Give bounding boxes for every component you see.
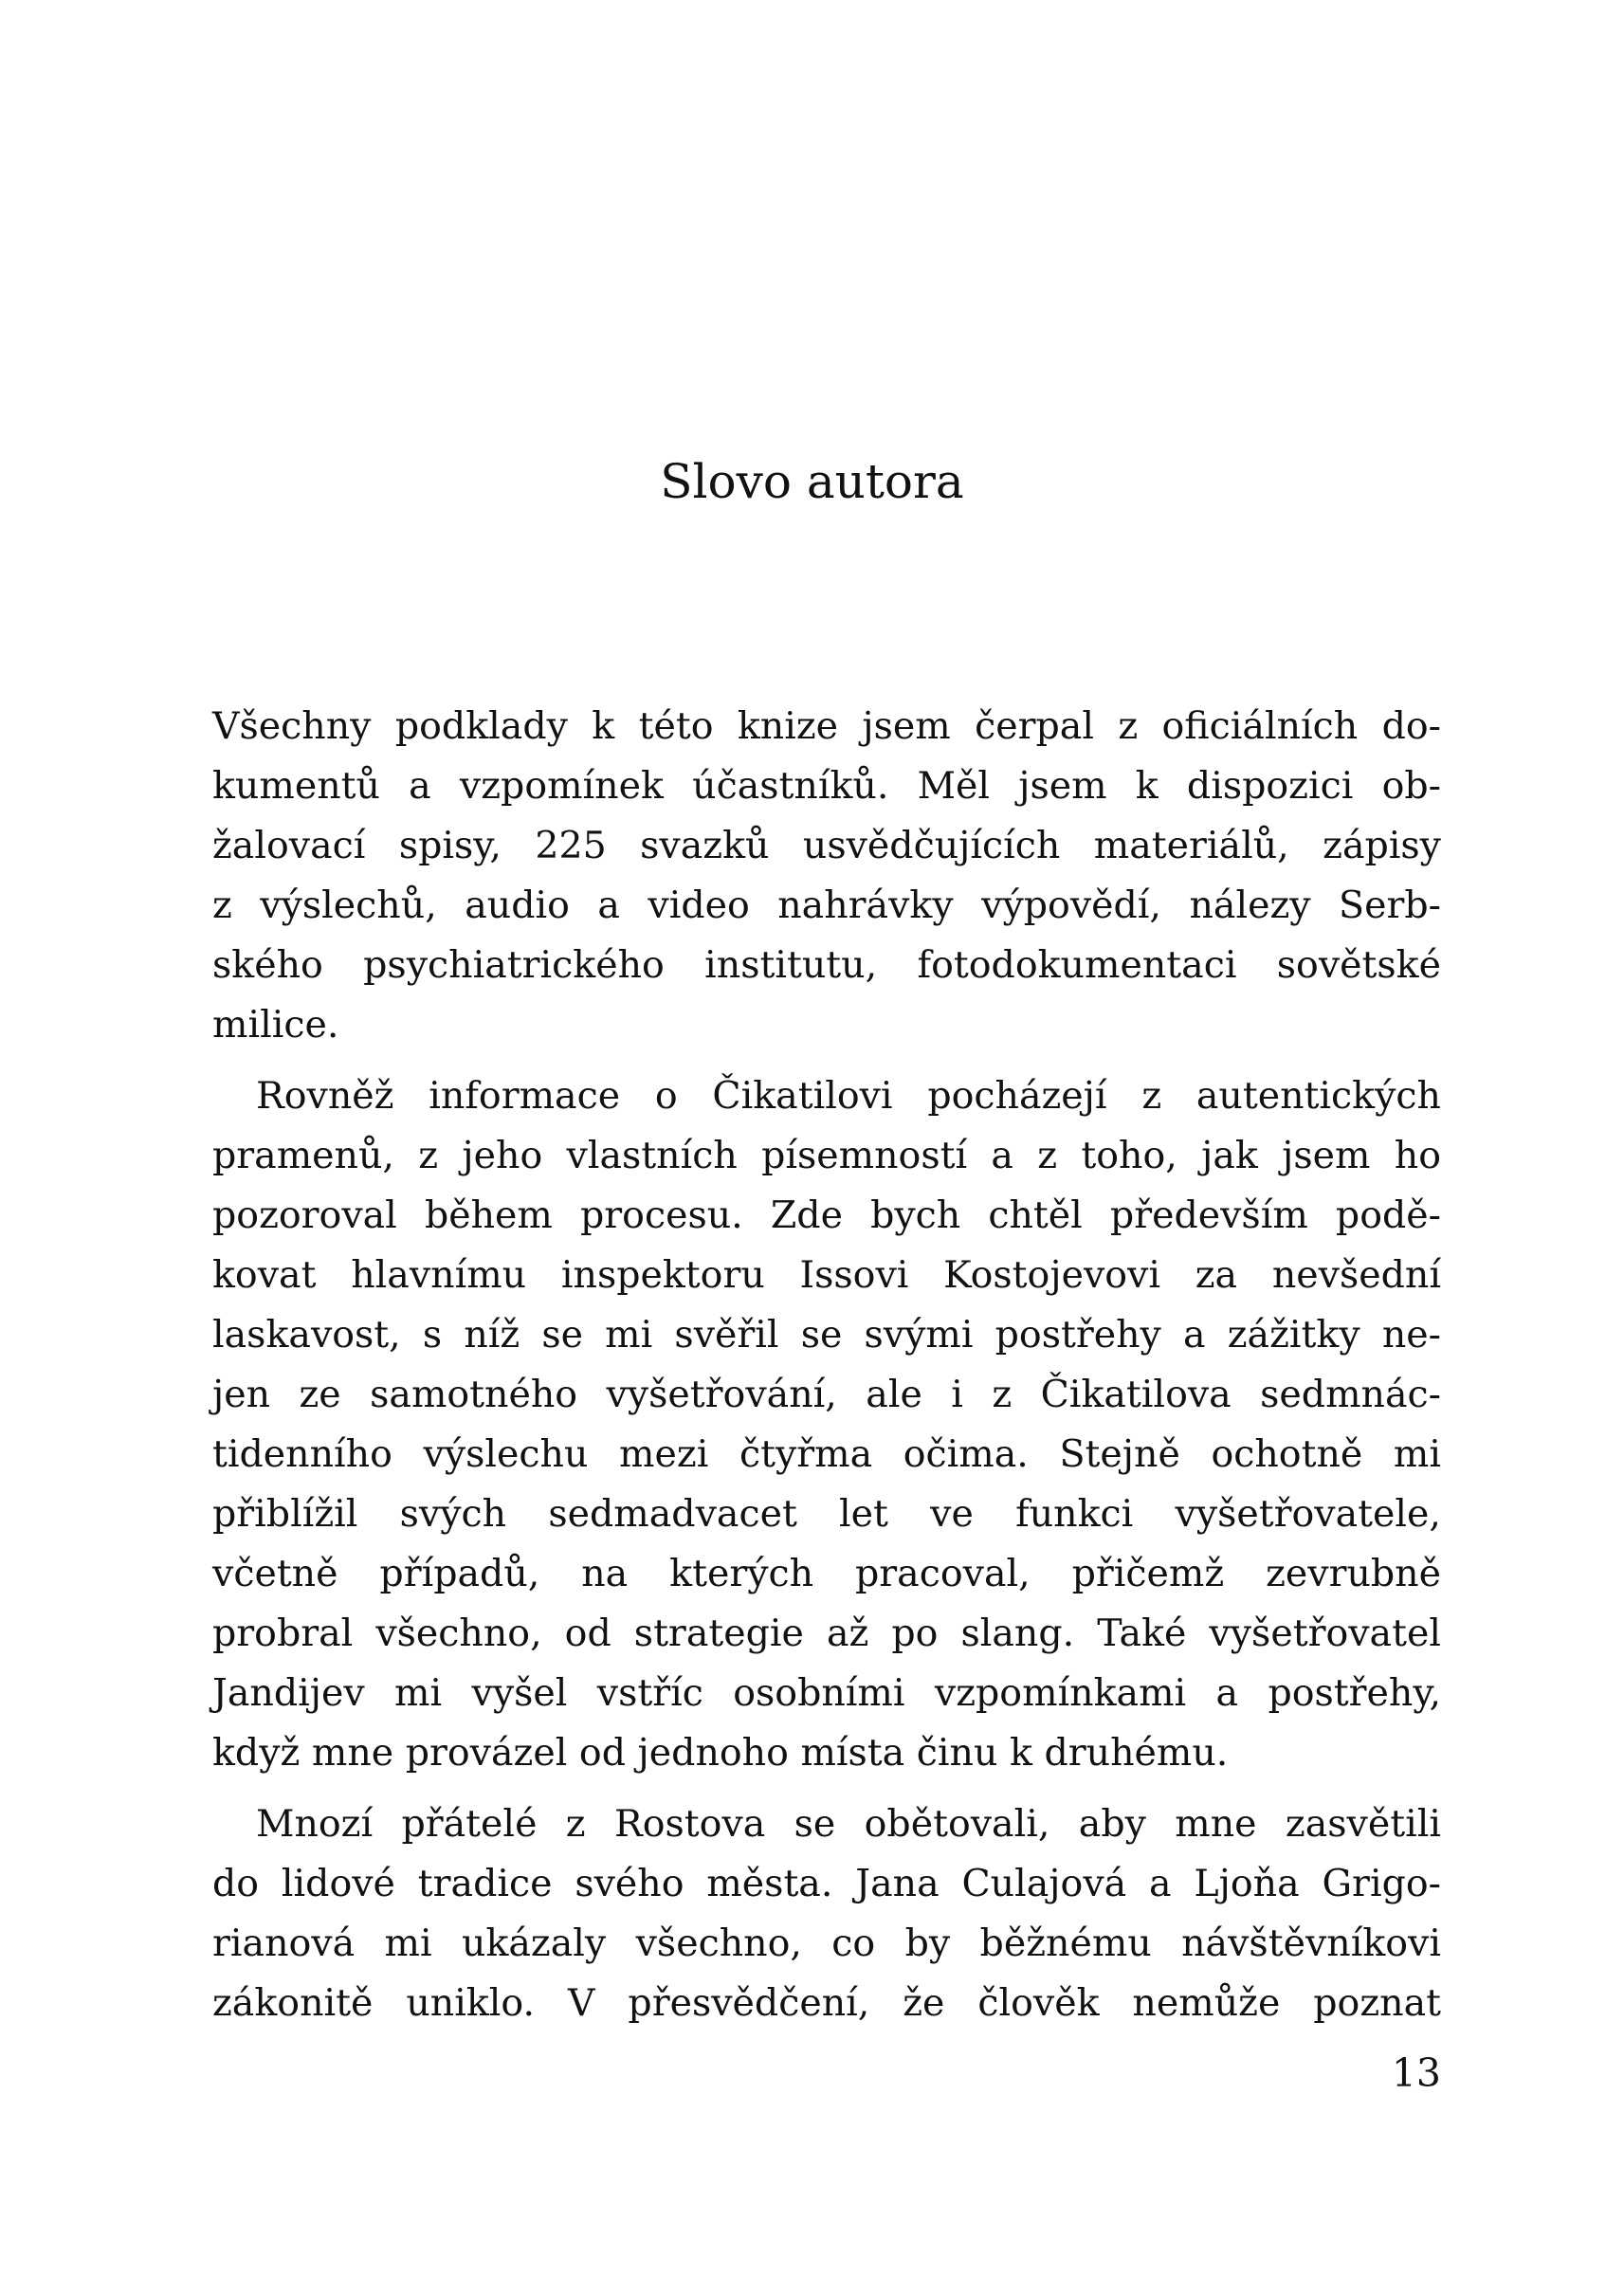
text-line: jen ze samotného vyšetřování, ale i z Čikatilova sedmnác- bbox=[212, 1373, 1441, 1416]
text-line: pozoroval během procesu. Zde bych chtěl především podě- bbox=[212, 1193, 1441, 1237]
text-line: probral všechno, od strategie až po slang. Také vyšetřovatel bbox=[212, 1612, 1441, 1655]
text-line: pramenů, z jeho vlastních písemností a z toho, jak jsem ho bbox=[212, 1134, 1441, 1177]
text-line: přiblížil svých sedmadvacet let ve funkci vyšetřovatele, bbox=[212, 1492, 1441, 1536]
paragraph-gap bbox=[212, 1783, 1441, 1794]
text-line: kumentů a vzpomínek účastníků. Měl jsem k dispozici ob- bbox=[212, 764, 1441, 808]
text-line: žalovací spisy, 225 svazků usvědčujících materiálů, zápisy bbox=[212, 824, 1441, 867]
text-line: kovat hlavnímu inspektoru Issovi Kostojevovi za nevšední bbox=[212, 1253, 1441, 1297]
text-line: včetně případů, na kterých pracoval, přičemž zevrubně bbox=[212, 1552, 1441, 1595]
text-line: laskavost, s níž se mi svěřil se svými postřehy a zážitky ne- bbox=[212, 1313, 1441, 1357]
text-line: Mnozí přátelé z Rostova se obětovali, aby mne zasvětili bbox=[256, 1802, 1441, 1846]
chapter-title: Slovo autora bbox=[660, 454, 964, 509]
paragraph-gap bbox=[212, 1055, 1441, 1066]
text-line: milice. bbox=[212, 1003, 339, 1047]
text-line: rianová mi ukázaly všechno, co by běžnému návštěvníkovi bbox=[212, 1922, 1441, 1965]
text-line: ského psychiatrického institutu, fotodokumentaci sovětské bbox=[212, 943, 1441, 987]
text-line: do lidové tradice svého města. Jana Culajová a Ljoňa Grigo- bbox=[212, 1862, 1441, 1905]
page-number: 13 bbox=[1391, 2050, 1441, 2096]
text-line: Rovněž informace o Čikatilovi pocházejí z autentických bbox=[256, 1074, 1441, 1118]
text-line: zákonitě uniklo. V přesvědčení, že člověk nemůže poznat bbox=[212, 1981, 1441, 2025]
text-line: tidenního výslechu mezi čtyřma očima. Stejně ochotně mi bbox=[212, 1432, 1441, 1476]
body-text bbox=[212, 697, 1441, 2033]
text-line: Všechny podklady k této knize jsem čerpal z oficiálních do- bbox=[212, 704, 1441, 748]
text-line: z výslechů, audio a video nahrávky výpovědí, nálezy Serb- bbox=[212, 883, 1441, 927]
text-line: Jandijev mi vyšel vstříc osobními vzpomínkami a postřehy, bbox=[212, 1671, 1441, 1715]
text-line: když mne provázel od jednoho místa činu k druhému. bbox=[212, 1731, 1229, 1775]
